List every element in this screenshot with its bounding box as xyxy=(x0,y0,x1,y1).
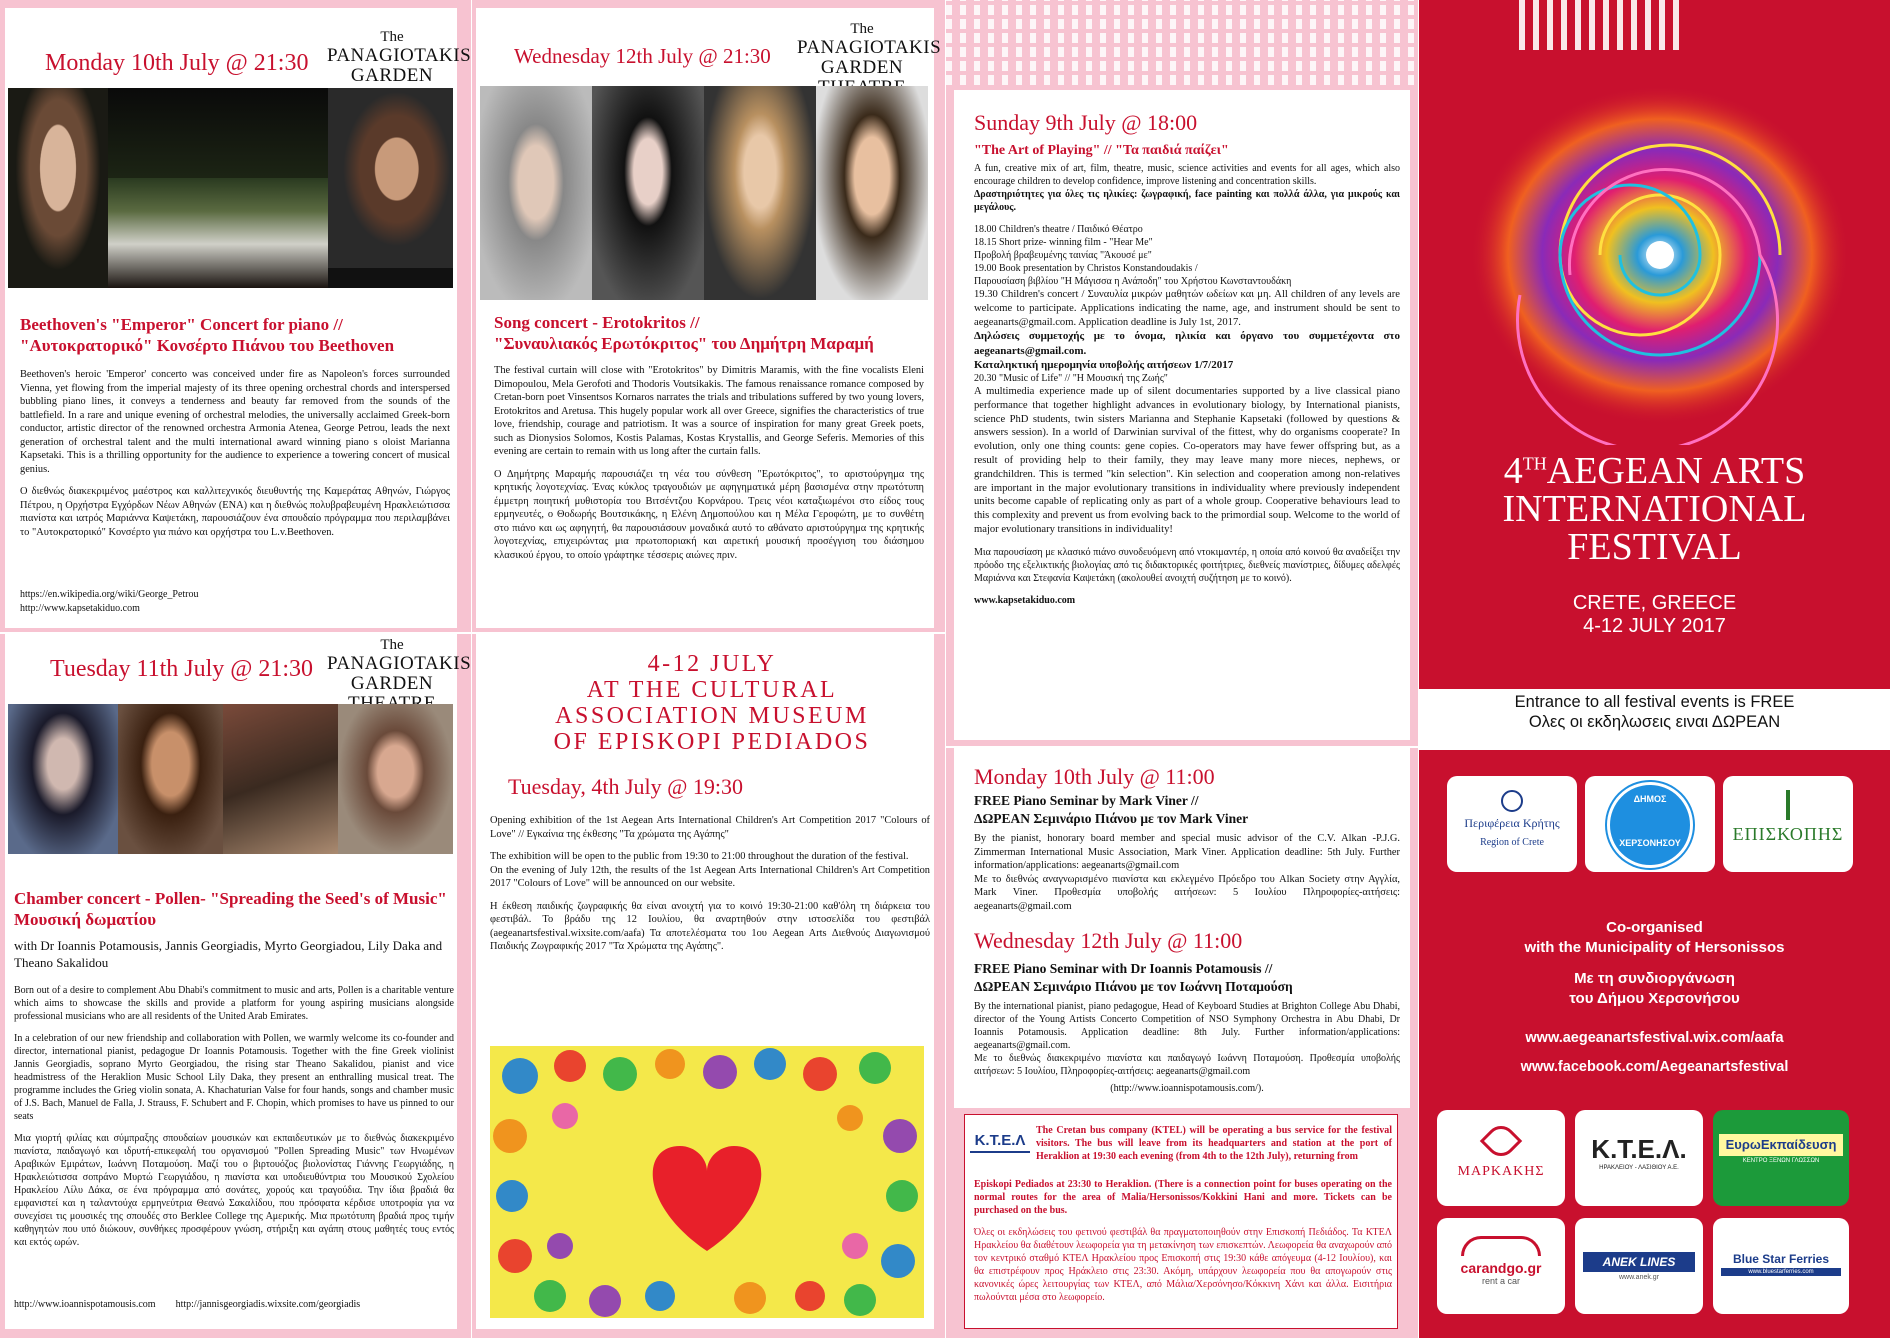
description-gr: Ο διεθνώς διακεκριμένος μαέστρος και καλλιτεχνικός διευθυντής της Καμεράτας Αθηνών, Γιώργος Πέτρου, η Ορχήστρα Εγχόρδων Νέων Αθηνών (ΕΝΑ) και η διεθνώς πολυβραβευμένη Ηρακλειώτισσα πιανίστα και ιατρός Μαριάννα Καψετάκη, παρουσιάζουν ένα σπουδαίο πρόγραμμα που περιλαμβάνει το "Αυτοκρατορικό" Κονσέρτο για πιάνο και ορχήστρα του L.v.Beethoven. xyxy=(20,486,450,538)
seminar-description xyxy=(974,1000,1400,1104)
ktel-en-1: The Cretan bus company (KTEL) will be operating a bus service for the festival visitors. The bus will leave from its headquarters and station at the port of Heraklion at 19:30 each evening (from 4th to the 12th July), returning from xyxy=(1036,1125,1392,1162)
link-kapsetakiduo[interactable]: http://www.kapsetakiduo.com xyxy=(20,602,140,614)
wednesday-panel xyxy=(472,0,945,632)
event-date: Tuesday, 4th July @ 19:30 xyxy=(508,774,743,799)
event-date: Monday 10th July @ 21:30 xyxy=(45,50,309,76)
description-gr: Δραστηριότητες για όλες τις ηλικίες: ζωγραφική, face painting και πολλά άλλα, για μικρούς και μεγάλους. xyxy=(974,189,1400,213)
music-of-life-gr: Μια παρουσίαση με κλασικό πιάνο συνοδευόμενη από ντοκιμαντέρ, η οποία από κοινού θα αναδείξει την πρόοδο της εξελικτικής βιολογίας από τις διδακτορικές φοιτήτριες, διεθνείς πιανίστριες, δίδυμες αδελφές Μαριάννα και Στεφανία Καψετάκη (ακολουθεί ανοιχτή συζήτηση με το κοινό). xyxy=(974,546,1400,584)
region-of-crete-logo: Περιφέρεια Κρήτης Region of Crete xyxy=(1447,776,1577,872)
facebook-link[interactable]: www.facebook.com/Aegeanartsfestival xyxy=(1520,1059,1789,1075)
music-of-life-en: A multimedia experience made up of silent documentaries supported by a live classical piano performance that together highlight advances in evolutionary biology, by International pianists, science PhD students, twin sisters Marianna and Stephanie Kapsetaki (followed by questions & answers session). In a world of Darwinian survival of the fittest, why do organisms cooperate? In evolution, only one thing counts: gene copies. Co-operators may have fewer offspring but, as a result of providing help to their family, they may leave many more nieces, nephews, or grandchildren. This is termed "kin selection". Kin selection and cooperation among non-relatives are important in the major evolutionary transitions in individuality where previously independent units become capable of replicating only as part of a whole group. Cooperative behaviours lead to this complexity and prevent us from evolving back to the primordial soup. Welcome to the world of major evolutionary transitions in individuality! xyxy=(974,386,1400,535)
free-entrance-banner: Entrance to all festival events is FREE Ολες οι εκδηλωσεις ειναι ΔΩΡΕΑΝ xyxy=(1419,689,1890,749)
episkopi-logo: ΕΠΙΣΚΟΠΗΣ xyxy=(1723,776,1853,872)
description-en-2: In a celebration of our new friendship and collaboration with Pollen, we warmly welcome its co-founder and director, international pianist, pedagogue Dr Ioannis Potamousis. Together with the fine Greek violinist Jannis Georgiadis, soprano Myrto Georgiadou, the rising star Theano Sakalidou, pianist and vice headmistress of the Heraklion Music School Lily Daka, they present an enthralling musical treat. The programme includes the Grieg violin sonata, A. Khachaturian Valse for four hands, songs and chamber music of J.S. Bach, Manuel de Falla, J. Strauss, F. Schubert and F. Chopin, which promises to have us pinned to our seats xyxy=(14,1033,454,1122)
event-date: Wednesday 12th July @ 11:00 xyxy=(974,928,1243,953)
music-of-life-title: 20.30 "Music of Life" // "Η Μουσική της Ζωής" xyxy=(974,373,1168,385)
link-potamousis[interactable]: (http://www.ioannispotamousis.com/). xyxy=(1110,1083,1264,1094)
deadline-gr: Καταληκτική ημερομηνία υποβολής αιτήσεων 1/7/2017 xyxy=(974,358,1234,371)
link-kapsetakiduo[interactable]: www.kapsetakiduo.com xyxy=(974,594,1076,606)
link-potamousis[interactable]: http://www.ioannispotamousis.com xyxy=(14,1299,156,1310)
concert-info-gr: Δηλώσεις συμμετοχής με το όνομα, ηλικία και όργανο του συμμετέχοντα στο aegeanarts@gmail.com. xyxy=(974,330,1400,357)
event-date: Sunday 9th July @ 18:00 xyxy=(974,110,1198,135)
museum-heading: 4-12 JULY AT THE CULTURAL ASSOCIATION MUSEUM OF EPISKOPI PEDIADOS xyxy=(553,651,871,755)
co-organised-text: Co-organised with the Municipality of Hersonissos Με τη συνδιοργάνωση του Δήμου Χερσονήσου xyxy=(1524,919,1785,1007)
euroekpaidefsi-logo: ΕυρωΕκπαίδευση ΚΕΝΤΡΟ ΞΕΝΩΝ ΓΛΩΣΣΩΝ xyxy=(1713,1110,1849,1206)
event-title-gr: Μουσική δωματίου xyxy=(14,910,157,930)
festival-title: 4THAEGEAN ARTS INTERNATIONAL FESTIVAL xyxy=(1502,450,1807,568)
description-en: Beethoven's heroic 'Emperor' concerto was conceived under fire as Napoleon's forces surrounded Vienna, yet flowing from the imperial majesty of its three opening orchestral chords and interspersed bubbling piano lines, it conveys a tenderness and beauty far removed from the sounds of the battlefield. In a rare and unique evening of orchestral melodies, the universally acclaimed Greek-born conductor, artistic director of the renowned orchestra Armonia Atenea, George Petrou, leads the next generation of orchestral talent and the multi international award winning piano s oloist Marianna Kapsetaki. This is a thrilling opportunity for the audience to experience a towering concert of musical genius. xyxy=(20,369,450,475)
link-georgiadis[interactable]: http://jannisgeorgiadis.wixsite.com/georgiadis xyxy=(175,1299,361,1310)
festival-website-link[interactable]: www.aegeanartsfestival.wix.com/aafa xyxy=(1525,1030,1784,1046)
greek-emblem-icon xyxy=(1501,790,1523,812)
event-description xyxy=(494,364,924,571)
seminar-title: FREE Piano Seminar with Dr Ioannis Potamousis // ΔΩΡΕΑΝ Σεμινάριο Πιάνου με τον Ιωάννη Ποταμούση xyxy=(974,961,1293,994)
event-description xyxy=(14,984,454,1258)
car-icon xyxy=(1461,1236,1541,1256)
ktel-en-2: Episkopi Pediados at 23:30 to Heraklion. (There is a connection point for buses operating on the normal routes for the area of Malia/Hersonissos/Kokkini Hani and more. Tickets can be purchased on the bus. xyxy=(974,1179,1392,1216)
link-wikipedia[interactable]: https://en.wikipedia.org/wiki/George_Petrou xyxy=(20,589,199,600)
description-en: A fun, creative mix of art, film, theatre, music, science activities and events for all ages, which also encourage children to develop confidence, improve listening and concentration skills. xyxy=(974,163,1400,187)
exhibition-intro: Opening exhibition of the 1st Aegean Arts International Children's Art Competition 2017 "Colours of Love" // Εγκαίνια της έκθεσης "Τα χρώματα της Αγάπης" xyxy=(490,815,930,840)
description-gr: Ο Δημήτρης Μαραμής παρουσιάζει τη νέα του σύνθεση "Ερωτόκριτος", το αριστούργημα της κρητικής λογοτεχνίας. Ένας κύκλος τραγουδιών με αφηγηματικά μέρη βασισμένα στην πρωτότυπη έμμετρη ποιητική μυθιστορία του Βιτσέντζου Κορνάρου. Τρεις νέοι καταξιωμένοι στο είδος τους ερμηνευτές, ο Θοδωρής Βουτσικάκης, η Ελένη Δημοπούλου και η Μέλα Γεροφώτη, με το συνθέτη στο πιάνο και ως αφηγητή, θα παρουσιάσουν μοναδικά αυτό το αθάνατο αριστούργημα της κρητικής λογοτεχνίας, επιχειρώντας μια πρωτοποριακή και αιρετική μουσική προσέγγιση του διάσημου κλασικού έργου, το οποίο γράφτηκε τέσσερις αιώνες πριν. xyxy=(494,468,924,561)
seminar-description xyxy=(974,832,1400,922)
event-description: A fun, creative mix of art, film, theatre, music, science activities and events for all ages, which also encourage children to develop confidence, improve listening and concentration skills. Δραστηριότητες για όλες τις ηλικίες: ζωγραφική, face painting και πολλά άλλα, για μικρούς και μεγάλους. 18.00 Children's theatre / Παιδικό Θέατρο 18.15 Short prize- winning film - "Hear Me" Προβολή βραβευμένης ταινίας "Άκουσέ με" 19.00 Book presentation by Christos Konstandoudakis / Παρουσίαση βιβλίου "Η Μάγισσα η Ανάποδη" του Χρήστου Κωνσταντουδάκη 19.30 Children's concert / Συναυλία μικρών μαθητών ωδείων και μη. All children of any levels are welcome to participate. Applications indicating the name, age, and instrument should be sent to aegeanarts@gmail.com. Application deadline is July 1st, 2017. Δηλώσεις συμμετοχής με το όνομα, ηλικία και όργανο του συμμετέχοντα στο aegeanarts@gmail.com. Καταληκτική ημερομηνία υποβολής αιτήσεων 1/7/2017 20.30 "Music of Life" // "Η Μουσική της Ζωής" A multimedia experience made up of silent documentaries supported by a live classical piano performance that together highlight advances in evolutionary biology, by International pianists, science PhD students, twin sisters Marianna and Stephanie Kapsetaki (followed by questions & answers session). In a world of Darwinian survival of the fittest, why do organisms cooperate? In evolution, only one thing counts: gene copies. Co-operators may have fewer offspring but, as a result of providing help to their family, they may leave many more nieces, nephews, or grandchildren. This is termed "kin selection". Kin selection and cooperation among non-relatives are important in the major evolutionary transitions in individuality where previously independent units become capable of replicating only as part of a whole group. Cooperative behaviours lead to this complexity and prevent us from evolving back to the primordial soup. Welcome to the world of major evolutionary transitions in individuality! Μια παρουσίαση με κλασικό πιάνο συνοδευόμενη από ντοκιμαντέρ, η οποία από κοινού θα αναδείξει την πρόοδο της εξελικτικής βιολογίας από τις διδακτορικές φοιτήτριες, διεθνείς πιανίστριες, δίδυμες αδελφές Μαριάννα και Στεφανία Καψετάκη (ακολουθεί ανοιχτή συζήτηση με το κοινό). www.kapsetakiduo.com xyxy=(974,163,1400,606)
venue-logo: The PANAGIOTAKIS GARDEN xyxy=(327,637,471,694)
ktel-logo: Κ.Τ.Ε.Λ xyxy=(970,1132,1030,1153)
event-title: "The Art of Playing" // "Τα παιδιά παίζει" xyxy=(974,143,1229,158)
performers: with Dr Ioannis Potamousis, Jannis Georgiadis, Myrto Georgiadou, Lily Daka and Theano Sakalidou xyxy=(14,938,443,970)
musicians-photo xyxy=(8,704,453,854)
cover-panel xyxy=(1419,0,1890,738)
event-date: Tuesday 11th July @ 21:30 xyxy=(50,656,314,682)
event-title-gr: "Συναυλιακός Ερωτόκριτος" του Δημήτρη Μαραμή xyxy=(494,334,874,354)
museum-panel xyxy=(472,634,945,1338)
event-title xyxy=(494,312,924,355)
event-title xyxy=(20,314,450,357)
carandgo-logo: carandgo.gr rent a car xyxy=(1437,1218,1565,1314)
seminars-panel xyxy=(946,748,1418,1338)
venue-logo: The PANAGIOTAKIS GARDEN xyxy=(797,21,942,78)
exhibition-results: On the evening of July 12th, the results of the 1st Aegean Arts International Children's Art Competition 2017 "Colours of Love" will be announced on our website. xyxy=(490,864,930,890)
anek-lines-logo: ANEK LINES www.anek.gr xyxy=(1575,1218,1703,1314)
event-date: Monday 10th July @ 11:00 xyxy=(974,764,1215,789)
wheat-icon xyxy=(1786,790,1790,820)
event-title-en: Chamber concert - Pollen- "Spreading the Seed's of Music" xyxy=(14,889,447,908)
colorful-hands-artwork xyxy=(490,1046,924,1318)
concert-info: 19.30 Children's concert / Συναυλία μικρών μαθητών ωδείων και μη. All children of any levels are welcome to participate. Applications indicating the name, age, and instrument should be sent to aegeanarts@gmail.com. Application deadline is July 1st, 2017. xyxy=(974,289,1400,328)
greek-pattern-top xyxy=(1519,0,1679,50)
event-title-en: Song concert - Erotokritos // xyxy=(494,313,700,332)
event-description xyxy=(20,368,450,548)
links xyxy=(14,1298,454,1312)
tuesday-panel xyxy=(0,634,471,1338)
sponsors-panel xyxy=(1419,750,1890,1338)
seminar-title: FREE Piano Seminar by Mark Viner // ΔΩΡΕΑΝ Σεμινάριο Πιάνου με τον Mark Viner xyxy=(974,793,1249,826)
orchestra-photo xyxy=(8,88,453,288)
links xyxy=(20,588,450,615)
exhibition-gr: Η έκθεση παιδικής ζωγραφικής θα είναι ανοιχτή για το κοινό 19:30-21:00 καθ'όλη τη διάρκεια του φεστιβάλ. Το βράδυ της 12 Ιουλίου, θα αναρτηθούν στην ιστοσελίδα του φεστιβάλ (aegeanartsfestival.wixsite.com/aafa) Τα αποτελέσματα του 1ου Aegean Arts Διεθνούς Διαγωνισμού Παιδικής Ζωγραφικής 2017 "Τα Χρώματα της Αγάπης". xyxy=(490,900,930,953)
description-gr: Μια γιορτή φιλίας και σύμπραξης σπουδαίων μουσικών και εκπαιδευτικών με το διεθνώς διακεκριμένο πιανίστα, παιδαγωγό και ιδρυτή-επικεφαλή του οργανισμού "Pollen Spreading Music" των Ηνωμένων Αραβικών Εμιράτων, Ιωάννη Ποταμούση. Μαζί του ο βιρτουόζος βιολονίστας Γιάννης Γεωργιάδης, η Ηρακλειώτισσα σοπράνο Μυρτώ Γεωργιάδου, η πιανίστα και υποδιευθύντρια του Μουσικού Σχολείου Ηρακλείου Λίλυ Δάκα, σε ένα πρόγραμμα από σονάτες, χορούς και τραγούδια. Την ίδια βραδιά θα εμφανιστεί και η ταλαντούχα ερμηνεύτρια Θεανώ Σακαλίδου, που πρόσφατα κέρδισε υποτροφία για να συνεχίσει τις μουσικές της σπουδές στο Berklee College της Αμερικής. Μια πρωτότυπη βραδιά προς τιμήν καθηγητών που υπό διώκουν, συνθήκες προσφέρουν γνώση, στήριξη και αγάπη στους μαθητές τους εντός και εκτός ωρών. xyxy=(14,1133,454,1248)
ktel-description xyxy=(1036,1124,1392,1163)
festival-spiral-logo xyxy=(1435,45,1875,445)
seminar-description-en: By the pianist, honorary board member and special music advisor of the C.V. Alkan -P.J.G. Zimmerman International Music Association, Mark Viner. Application deadline: 5th July. Further information/applications: aegeanarts@gmail.com xyxy=(974,833,1400,872)
eye-icon xyxy=(1480,1120,1522,1162)
festival-location: CRETE, GREECE 4-12 JULY 2017 xyxy=(1572,592,1737,637)
exhibition-description xyxy=(490,814,930,963)
ktel-description-cont xyxy=(974,1178,1392,1313)
event-date: Wednesday 12th July @ 21:30 xyxy=(514,44,771,68)
description-en: The festival curtain will close with "Erotokritos" by Dimitris Maramis, with the fine vocalists Eleni Dimopoulou, Mela Gerofoti and Thodoris Voutsikakis. The famous renaissance romance composed by Cretan-born poet Vinsentsos Kornaros narrates the trials and tribulations suffered by two young lovers, Erotokritos and Aretusa. This hugely popular work all over Greece, signifies the characteristics of true love, friendship, courage and patriotism. It was a source of inspiration for many great Greek poets, such as Dionysios Solomos, Kostis Palamas, Kostas Krystallis, and George Seferis. Memories of this evening are certain to remain with us long after the curtain falls. xyxy=(494,365,924,458)
seminar-description-gr: Με το διεθνώς αναγνωρισμένο πιανίστα και εκλεγμένο Πρόεδρο του Alkan Society στην Αγγλία, Mark Viner. Προθεσμία υποβολής αιτήσεων: 5 Ιουλίου Πληροφορίες-αιτήσεις: aegeanarts@gmail.com xyxy=(974,873,1400,912)
seminar-description-en: By the international pianist, piano pedagogue, Head of Keyboard Studies at Brighton College Abu Dhabi, director of the Young Artists Concerto Competition of NSO Symphony Orchestra in Abu Dhabi, Dr Ioannis Potamousis. Application deadline: 8th July. Further information/applications: aegeanarts@gmail.com. xyxy=(974,1001,1400,1051)
dimos-hersonissou-logo: ΔΗΜΟΣ ΧΕΡΣΟΝΗΣΟΥ xyxy=(1585,776,1715,872)
seminar-description-gr: Με το διεθνώς διακεκριμένο πιανίστα και παιδαγωγό Ιωάννη Ποταμούση. Προθεσμία υποβολής αιτήσεων: 5 Ιουλίου, Πληροφορίες-αιτήσεις: aegeanarts@gmail.com xyxy=(974,1053,1400,1077)
venue-logo: The PANAGIOTAKIS GARDEN xyxy=(327,29,471,86)
children-art-image xyxy=(490,1046,924,1318)
ktel-sponsor-logo: Κ.Τ.Ε.Λ. ΗΡΑΚΛΕΙΟΥ - ΛΑΣΙΘΙΟΥ Α.Ε. xyxy=(1575,1110,1703,1206)
event-title-en: Beethoven's "Emperor" Concert for piano // xyxy=(20,315,343,334)
exhibition-hours: The exhibition will be open to the public from 19:30 to 21:00 throughout the duration of the festival. xyxy=(490,851,909,863)
ktel-gr: Όλες οι εκδηλώσεις του φετινού φεστιβάλ θα πραγματοποιηθούν στην Επισκοπή Πεδιάδος. Τα ΚΤΕΛ Ηρακλείου θα διαθέτουν λεωφορεία για τη μετακίνηση των επισκεπτών. Λεωφορεία θα αναχωρούν από τον κεντρικό σταθμό ΚΤΕΛ Ηρακλείου προς Επισκοπή στις 19:30 κάθε απόγευμα (4-12 Ιουλίου), και θα επιστρέφουν προς Ηράκλειο στις 23:30. Ακόμη, υπάρχουν λεωφορεία που θα απογωρούν στις κανονικές ώρες λειτουργίας των ΚΤΕΛ, από Μάλια/Χερσόνησο/Κόκκινη Χάνι και άλλα. Εισιτήρια πωλούνται μέσα στο λεωφορείο. xyxy=(974,1227,1392,1303)
event-title-gr: "Αυτοκρατορικό" Κονσέρτο Πιάνου του Beethoven xyxy=(20,336,395,356)
event-title xyxy=(14,888,454,931)
singers-photo xyxy=(480,86,928,300)
website-links xyxy=(1439,1024,1870,1082)
markakis-logo: ΜΑΡΚΑΚΗΣ xyxy=(1437,1110,1565,1206)
description-en-1: Born out of a desire to complement Abu Dhabi's commitment to music and arts, Pollen is a charitable venture which aims to showcase the skills and provide a platform for young aspiring musicians alongside professional musicians who are all residents of the United Arab Emirates. xyxy=(14,985,454,1022)
sunday-panel xyxy=(946,0,1418,746)
monday-panel xyxy=(0,0,471,632)
blue-star-ferries-logo: Blue Star Ferries www.bluestarferries.com xyxy=(1713,1218,1849,1314)
